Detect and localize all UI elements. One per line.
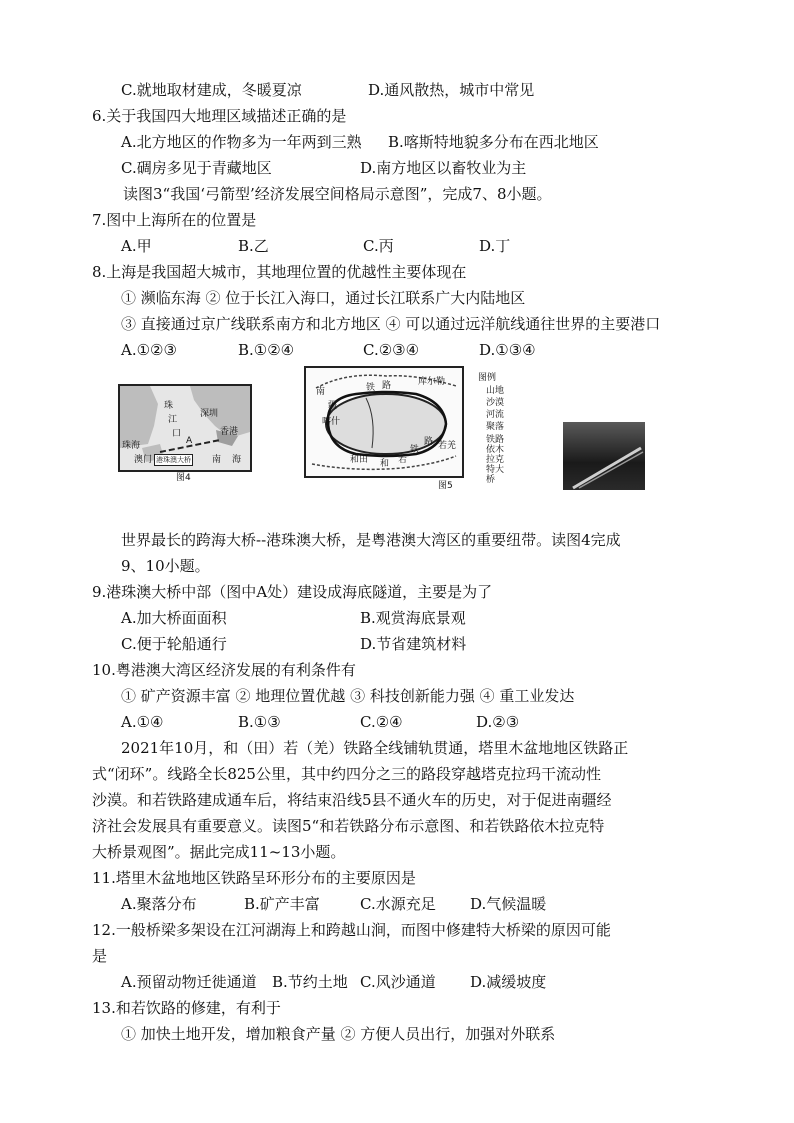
fig4-label-shenzhen: 深圳 xyxy=(200,409,219,419)
q9-option-c: C.便于轮船通行 xyxy=(121,635,227,653)
q10-option-b: B.①③ xyxy=(238,713,281,731)
fig4-label-kou: 口 xyxy=(172,429,182,439)
q6-option-d: D.南方地区以畜牧业为主 xyxy=(360,159,527,177)
q10-statements: ① 矿产资源丰富 ② 地理位置优越 ③ 科技创新能力强 ④ 重工业发达 xyxy=(121,687,575,705)
railway-paragraph-line5: 大桥景观图”。据此完成11~13小题。 xyxy=(92,843,346,861)
fig5-label-tie2: 铁 xyxy=(410,445,420,455)
q13-stem: 13.和若饮路的修建，有利于 xyxy=(92,999,281,1017)
q11-option-a: A.聚落分布 xyxy=(121,895,197,913)
fig5-legend-title: 图例 xyxy=(478,373,497,383)
q12-option-b: B.节约土地 xyxy=(272,973,348,991)
fig4-label-zhu: 珠 xyxy=(164,401,174,411)
fig5-label-ruo: 若 xyxy=(398,455,408,465)
q8-option-d: D.①③④ xyxy=(479,341,536,359)
q6-option-a: A.北方地区的作物多为一年两到三熟 xyxy=(121,133,362,151)
fig5-label-lu1: 路 xyxy=(382,381,392,391)
q7-option-b: B.乙 xyxy=(238,237,269,255)
q6-stem: 6.关于我国四大地理区域描述正确的是 xyxy=(92,107,347,125)
q12-option-a: A.预留动物迁徙通道 xyxy=(121,973,257,991)
fig5-legend-desert: 沙漠 xyxy=(486,398,505,408)
fig4-label-hai: 海 xyxy=(232,455,242,465)
railway-paragraph-line3: 沙漠。和若铁路建成通车后，将结束沿线5县不通火车的历史，对于促进南疆经 xyxy=(92,791,612,809)
q7-option-c: C.丙 xyxy=(363,237,394,255)
fig4-label-hongkong: 香港 xyxy=(220,427,239,437)
fig4-label-bridge: 港珠澳大桥 xyxy=(156,456,191,464)
q12-option-d: D.减缓坡度 xyxy=(470,973,547,991)
intro-7-8: 读图3“我国‘弓箭型’经济发展空间格局示意图”，完成7、8小题。 xyxy=(123,185,552,203)
fig4-label-a: A xyxy=(186,436,193,446)
q8-statements-2: ③ 直接通过京广线联系南方和北方地区 ④ 可以通过远洋航线通往世界的主要港口 xyxy=(121,315,661,333)
fig5-legend-settlement: 聚落 xyxy=(486,422,505,432)
figure-4-map xyxy=(118,384,252,472)
fig5-label-nan: 南 xyxy=(316,387,326,397)
q12-stem-line1: 12.一般桥梁多架设在江河湖海上和跨越山涧，而图中修建特大桥梁的原因可能 xyxy=(92,921,611,939)
q10-option-d: D.②③ xyxy=(476,713,520,731)
q12-stem-line2: 是 xyxy=(92,947,108,965)
q5-option-c: C.就地取材建成，冬暖夏凉 xyxy=(121,81,302,99)
railway-paragraph-line1: 2021年10月，和（田）若（羌）铁路全线铺轨贯通，塔里木盆地地区铁路正 xyxy=(121,739,629,757)
q8-option-a: A.①②③ xyxy=(121,341,177,359)
fig4-label-zhuhai: 珠海 xyxy=(122,441,141,451)
q6-option-c: C.碉房多见于青藏地区 xyxy=(121,159,272,177)
q7-option-d: D.丁 xyxy=(479,237,511,255)
fig5-label-hotan: 和田 xyxy=(350,455,369,465)
q11-stem: 11.塔里木盆地地区铁路呈环形分布的主要原因是 xyxy=(92,869,416,887)
q8-option-c: C.②③④ xyxy=(363,341,420,359)
fig4-label-macau: 澳门 xyxy=(134,455,153,465)
q11-option-c: C.水源充足 xyxy=(360,895,436,913)
fig5-legend-bridge: 依木拉克特大桥 xyxy=(486,445,505,485)
q6-option-b: B.喀斯特地貌多分布在西北地区 xyxy=(388,133,599,151)
bridge-photo-drawing xyxy=(563,422,645,490)
figure-5-caption: 图5 xyxy=(438,481,453,491)
q8-statements-1: ① 濒临东海 ② 位于长江入海口，通过长江联系广大内陆地区 xyxy=(121,289,526,307)
q7-option-a: A.甲 xyxy=(121,237,152,255)
intro-9-10-line1: 世界最长的跨海大桥--港珠澳大桥，是粤港澳大湾区的重要纽带。读图4完成 xyxy=(121,531,621,549)
q9-option-d: D.节省建筑材料 xyxy=(360,635,467,653)
fig5-label-kashgar: 喀什 xyxy=(322,417,341,427)
q8-option-b: B.①②④ xyxy=(238,341,295,359)
fig5-label-tie1: 铁 xyxy=(366,383,376,393)
q10-option-a: A.①④ xyxy=(121,713,164,731)
q13-statements: ① 加快土地开发，增加粮食产量 ② 方便人员出行，加强对外联系 xyxy=(121,1025,556,1043)
intro-9-10-line2: 9、10小题。 xyxy=(121,557,210,575)
fig4-label-jiang: 江 xyxy=(168,415,178,425)
railway-paragraph-line2: 式“闭环”。线路全长825公里，其中约四分之三的路段穿越塔克拉玛干流动性 xyxy=(92,765,601,783)
fig5-legend-river: 河流 xyxy=(486,410,505,420)
q9-option-b: B.观赏海底景观 xyxy=(360,609,466,627)
railway-paragraph-line4: 济社会发展具有重要意义。读图5“和若铁路分布示意图、和若铁路依木拉克特 xyxy=(92,817,605,835)
fig5-label-he: 和 xyxy=(380,459,390,469)
fig5-label-ruoqiang: 若羌 xyxy=(438,441,457,451)
fig5-legend-railway: 铁路 xyxy=(486,435,505,445)
fig5-label-lu2: 路 xyxy=(424,437,434,447)
figure-4-caption: 图4 xyxy=(176,473,191,483)
q10-stem: 10.粤港澳大湾区经济发展的有利条件有 xyxy=(92,661,356,679)
q9-stem: 9.港珠澳大桥中部（图中A处）建设成海底隧道，主要是为了 xyxy=(92,583,493,601)
fig5-label-korla: 库尔勒 xyxy=(418,377,446,387)
q10-option-c: C.②④ xyxy=(360,713,403,731)
q12-option-c: C.风沙通道 xyxy=(360,973,436,991)
q9-option-a: A.加大桥面面积 xyxy=(121,609,227,627)
q11-option-d: D.气候温暖 xyxy=(470,895,547,913)
q5-option-d: D.通风散热，城市中常见 xyxy=(368,81,535,99)
figure-5-map xyxy=(304,366,464,478)
q8-stem: 8.上海是我国超大城市，其地理位置的优越性主要体现在 xyxy=(92,263,467,281)
q7-stem: 7.图中上海所在的位置是 xyxy=(92,211,257,229)
fig4-label-nan: 南 xyxy=(212,455,222,465)
fig5-label-jiang: 疆 xyxy=(328,401,338,411)
q11-option-b: B.矿产丰富 xyxy=(244,895,320,913)
bridge-landscape-photo xyxy=(563,422,645,490)
fig5-legend-mountain: 山地 xyxy=(486,386,505,396)
